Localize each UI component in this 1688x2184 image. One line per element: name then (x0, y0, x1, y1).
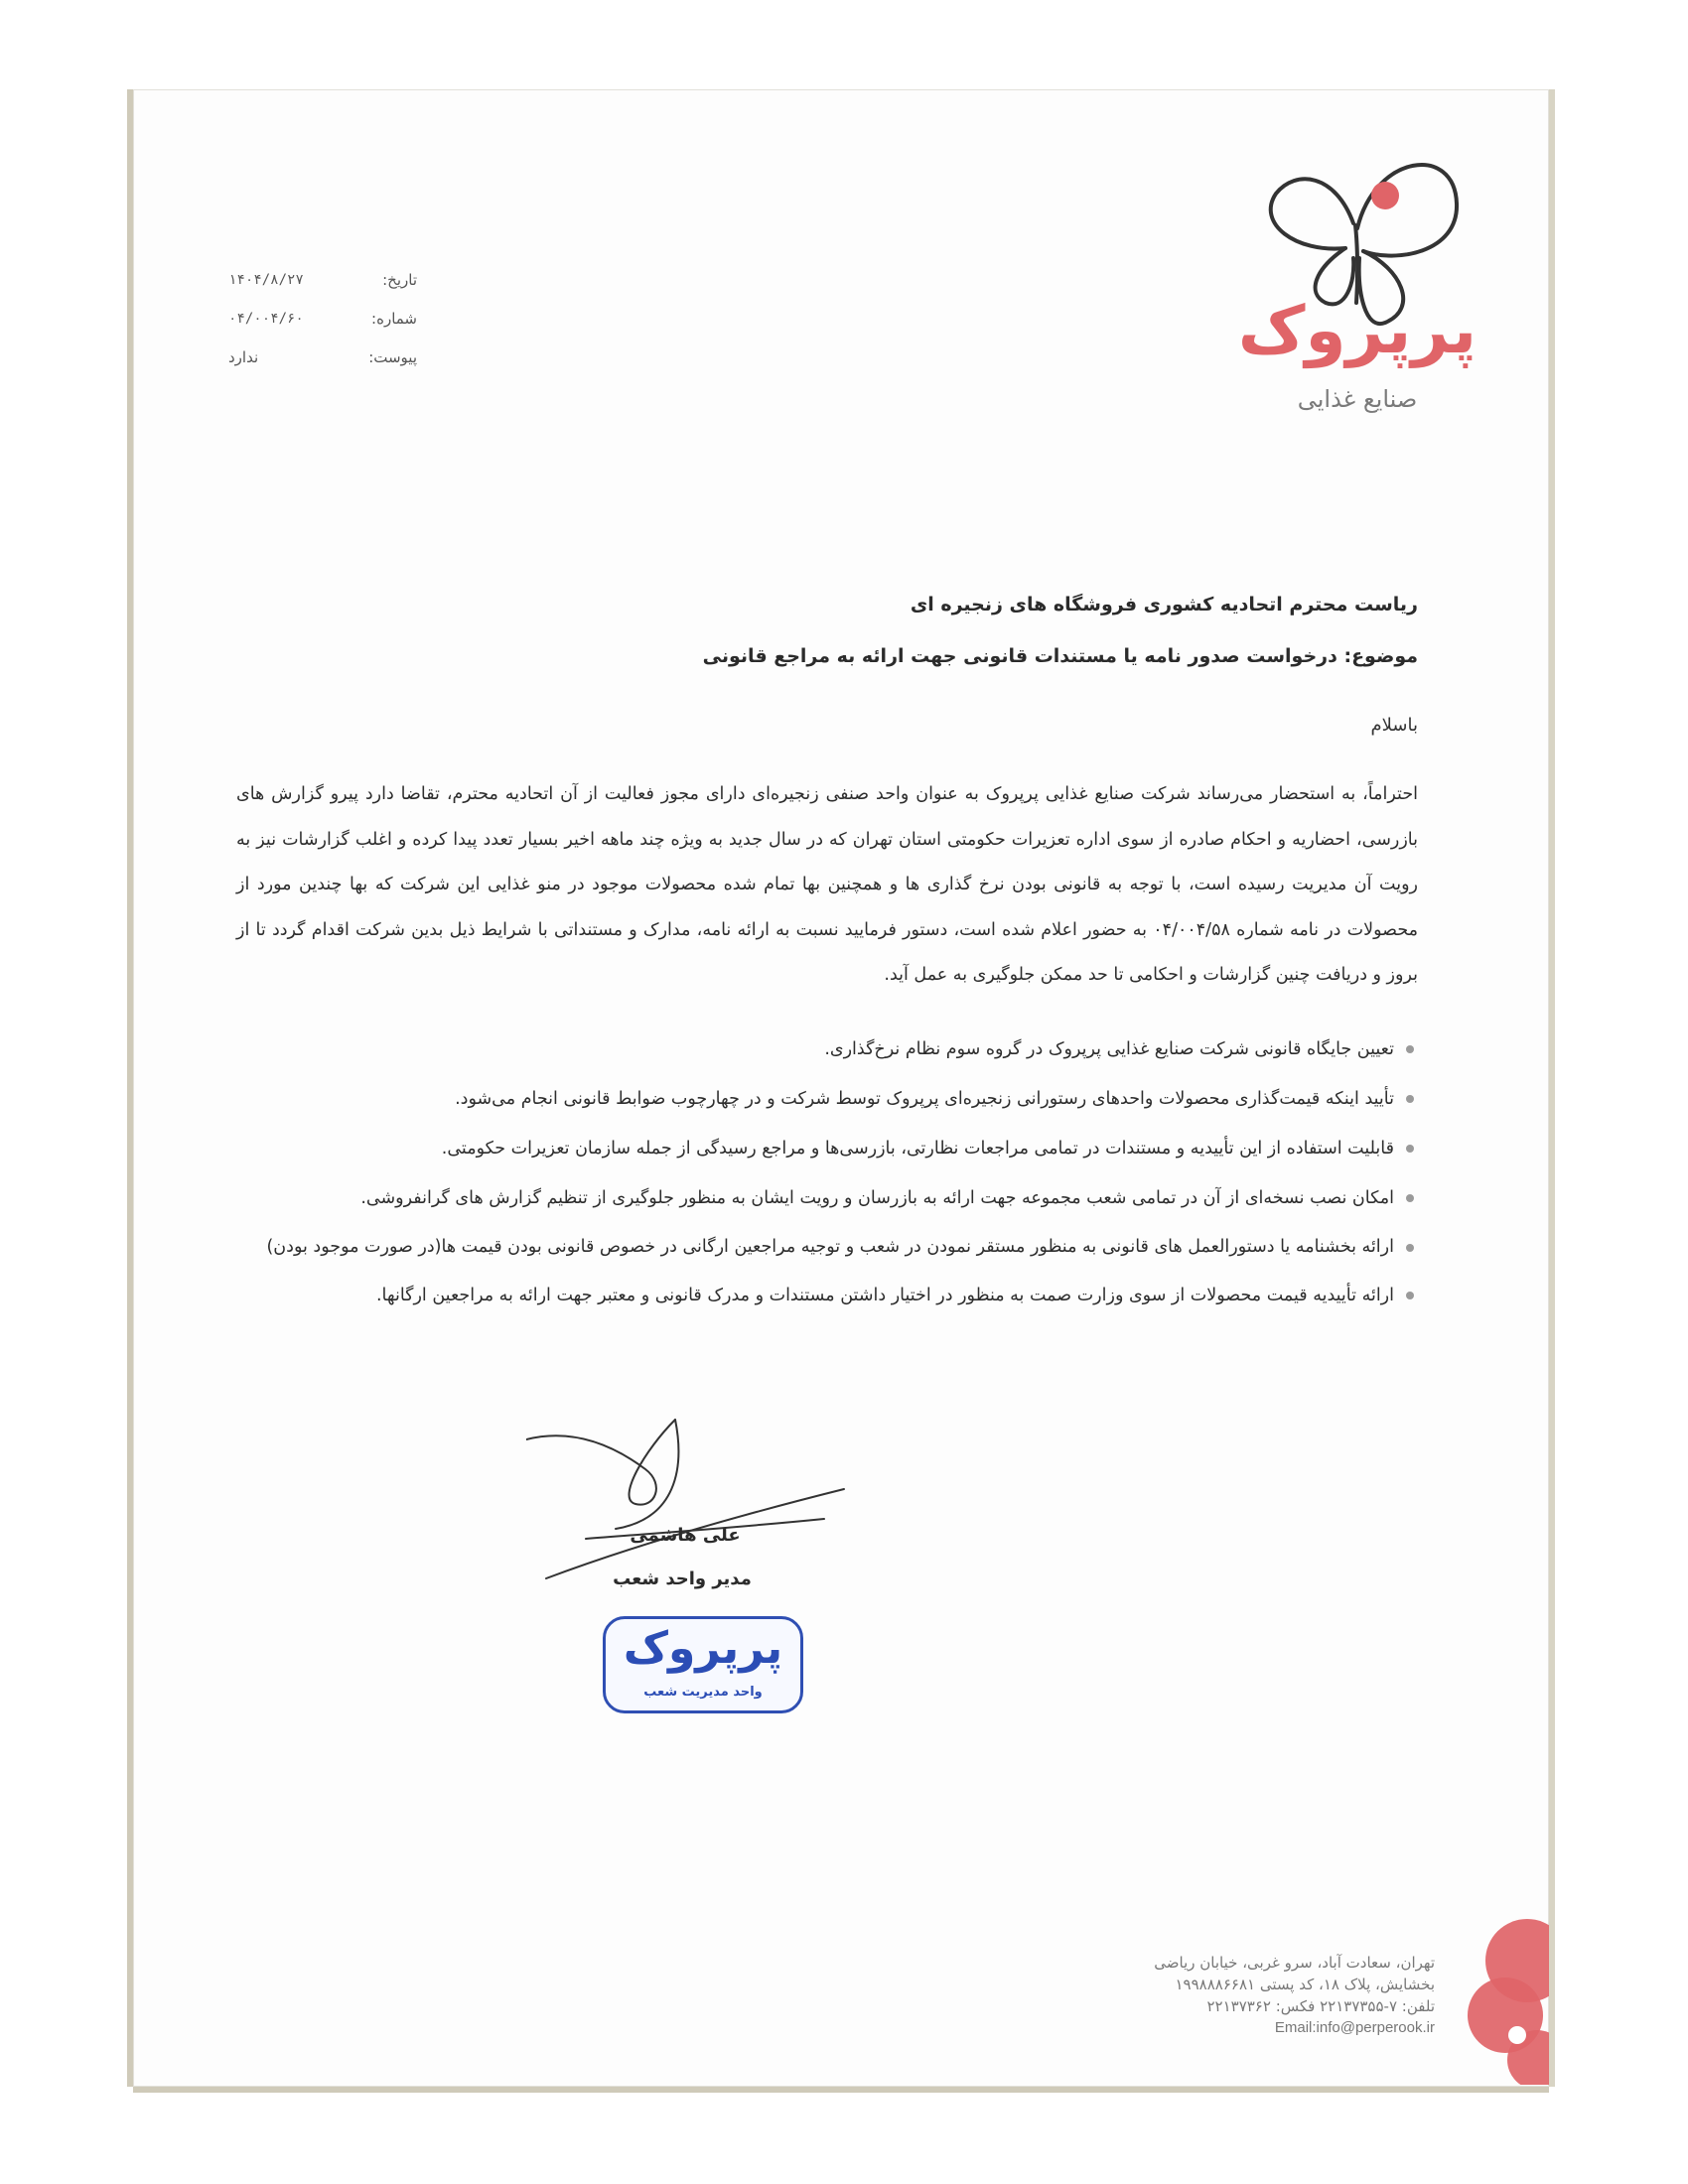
meta-number (228, 299, 417, 338)
letter-recipient: ریاست محترم اتحادیه کشوری فروشگاه های زنجیره ای (910, 594, 1418, 615)
signatory-title: مدیر واحد شعب (613, 1569, 752, 1589)
butterfly-logo-icon (1226, 134, 1484, 422)
logo-wordmark: پرپروک (1237, 292, 1477, 368)
footer-email: Email:info@perperook.ir (1274, 2019, 1435, 2036)
footer-phone: تلفن: ۷-۲۲۱۳۷۳۵۵ فکس: ۲۲۱۳۷۳۶۲ (1206, 1997, 1435, 2015)
request-list (236, 1024, 1418, 1320)
meta-number-label: شماره: (371, 309, 417, 328)
meta-attachment-label: پیوست: (368, 347, 417, 366)
letter-meta (228, 260, 417, 376)
company-stamp (603, 1616, 803, 1713)
stamp-wordmark: پرپروک (623, 1623, 783, 1674)
logo-subtitle: صنایع غذایی (1297, 385, 1418, 413)
list-item: امکان نصب نسخه‌ای از آن در تمامی شعب مجموعه جهت ارائه به بازرسان و رویت ایشان به منظور جلوگیری از تنظیم گزارش های گرانفروشی. (236, 1173, 1418, 1223)
footer-address-1: تهران، سعادت آباد، سرو غربی، خیابان ریاضی (1154, 1954, 1435, 1972)
footer-decoration-icon (1458, 1916, 1549, 2085)
meta-number-value: ۰۴/۰۰۴/۶۰ (228, 310, 304, 327)
meta-attachment (228, 338, 417, 376)
list-item: تأیید اینکه قیمت‌گذاری محصولات واحدهای رستورانی زنجیره‌ای پرپروک توسط شرکت و در چهارچوب ضوابط قانونی انجام می‌شود. (236, 1074, 1418, 1124)
signatory-name: علی هاشمی (630, 1525, 741, 1546)
meta-date-value: ۱۴۰۴/۸/۲۷ (228, 271, 304, 288)
stamp-subtitle: واحد مدیریت شعب (643, 1685, 763, 1700)
list-item: ارائه بخشنامه یا دستورالعمل های قانونی به منظور مستقر نمودن در شعب و توجیه مراجعین ارگانی در خصوص قانونی بودن قیمت ها(در صورت موجود بودن) (236, 1223, 1418, 1271)
letter-footer (1018, 1952, 1435, 2039)
list-item: ارائه تأییدیه قیمت محصولات از سوی وزارت صمت به منظور در اختیار داشتن مستندات و مدرک قانونی و معتبر جهت ارائه به مراجعین ارگانها. (236, 1271, 1418, 1320)
list-item: قابلیت استفاده از این تأییدیه و مستندات در تمامی مراجعات نظارتی، بازرسی‌ها و مراجع رسیدگی از جمله سازمان تعزیرات حکومتی. (236, 1124, 1418, 1173)
list-item: تعیین جایگاه قانونی شرکت صنایع غذایی پرپروک در گروه سوم نظام نرخ‌گذاری. (236, 1024, 1418, 1074)
letter-greeting: باسلام (1370, 715, 1418, 736)
letter-subject: موضوع: درخواست صدور نامه یا مستندات قانونی جهت ارائه به مراجع قانونی (702, 645, 1418, 667)
footer-address-2: بخشایش، پلاک ۱۸، کد پستی ۱۹۹۸۸۸۶۶۸۱ (1175, 1976, 1435, 1993)
meta-attachment-value: ندارد (228, 347, 259, 366)
letter-body: احتراماً، به استحضار می‌رساند شرکت صنایع غذایی پرپروک به عنوان واحد صنفی زنجیره‌ای دارای مجوز فعالیت از آن اتحادیه محترم، تقاضا دارد پیرو گزارش های بازرسی، احضاریه و احکام صادره از سوی اداره تعزیرات حکومتی استان تهران که در سال جدید به ویژه چند ماهه اخیر بسیار تعدد پیدا کرده و اغلب گزارشات نیز به رویت آن مدیریت رسیده است، با توجه به قانونی بودن نرخ گذاری ها و همچنین بها تمام شده محصولات موجود در منو غذایی این شرکت که بها چندین مورد از محصولات در نامه شماره ۰۴/۰۰۴/۵۸ به حضور اعلام شده است، دستور فرمایید نسبت به ارائه نامه، مدارک و مستنداتی با شرایط ذیل بدین شرکت اقدام گردد تا از بروز و دریافت چنین گزارشات و احکامی تا حد ممکن جلوگیری به عمل آید. (236, 784, 1419, 985)
meta-date-label: تاریخ: (382, 270, 417, 289)
meta-date (228, 260, 417, 299)
